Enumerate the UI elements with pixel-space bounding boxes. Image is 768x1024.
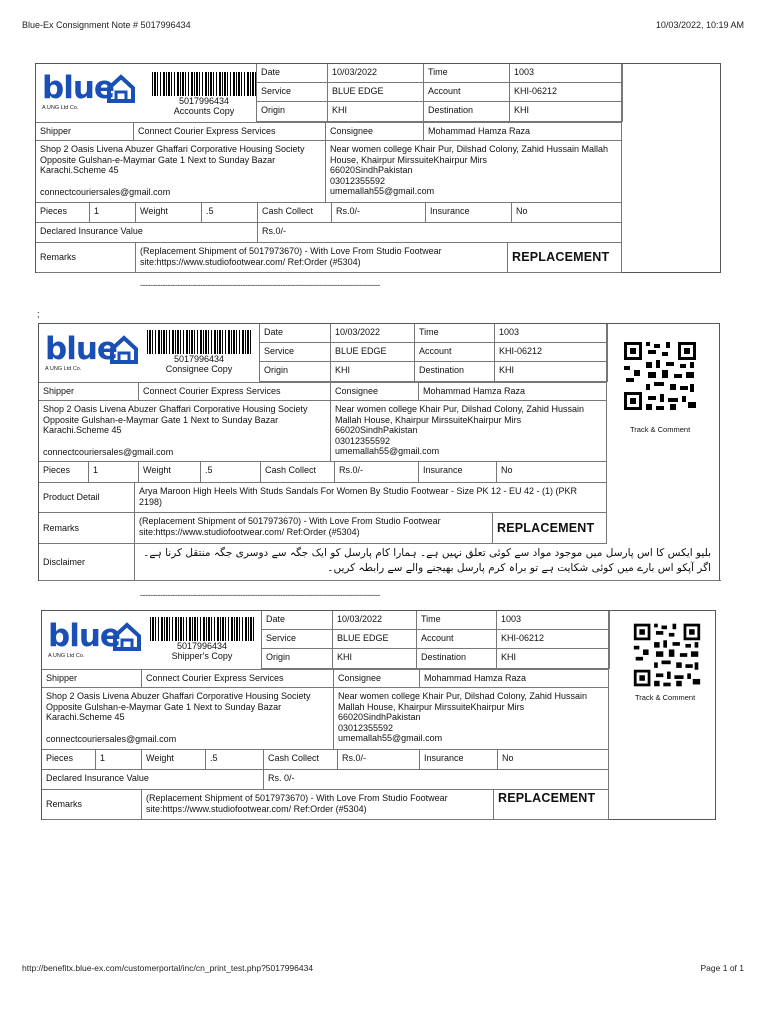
insurance-value: No xyxy=(497,462,607,483)
weight-value: .5 xyxy=(206,750,264,770)
shipper-email: connectcouriersales@gmail.com xyxy=(40,186,171,197)
origin-label: Origin xyxy=(256,102,328,122)
destination-value: KHI xyxy=(510,102,622,122)
declared-insurance-label: Declared Insurance Value xyxy=(36,223,258,243)
date-label: Date xyxy=(256,64,328,83)
consignee-email: umemallah55@gmail.com xyxy=(338,733,443,743)
replacement-badge: REPLACEMENT xyxy=(493,513,607,544)
shipper-email: connectcouriersales@gmail.com xyxy=(43,446,174,457)
date-value: 10/03/2022 xyxy=(331,324,415,343)
time-value: 1003 xyxy=(497,611,609,630)
replacement-badge: REPLACEMENT xyxy=(508,243,622,273)
stray-mark: ; xyxy=(37,309,40,319)
shipper-email: connectcouriersales@gmail.com xyxy=(46,733,177,744)
cash-collect-label: Cash Collect xyxy=(261,462,335,483)
service-value: BLUE EDGE xyxy=(333,630,417,649)
shipper-name: Connect Courier Express Services xyxy=(142,669,334,688)
insurance-value: No xyxy=(512,203,622,223)
cut-line: ------------------------------------------------------------------------------------------------ xyxy=(140,590,380,600)
bluex-logo-icon xyxy=(106,74,136,104)
consignee-label: Consignee xyxy=(334,669,420,688)
consignee-address: Near women college Khair Pur, Dilshad Colony, Zahid Hussain Mallah House, Khairpur MirssuiteKhairpur Mirs xyxy=(338,691,587,712)
barcode-block xyxy=(142,617,262,661)
consignee-email: umemallah55@gmail.com xyxy=(335,446,440,456)
remarks-value: (Replacement Shipment of 5017973670) - With Love From Studio Footwear site:https://www.studiofootwear.com/ Ref:Order (#5304) xyxy=(142,790,494,820)
time-label: Time xyxy=(424,64,510,83)
origin-value: KHI xyxy=(333,649,417,669)
remarks-label: Remarks xyxy=(36,243,136,273)
time-value: 1003 xyxy=(495,324,607,343)
qr-code-icon[interactable] xyxy=(622,340,698,412)
date-value: 10/03/2022 xyxy=(333,611,417,630)
consignee-label: Consignee xyxy=(331,382,419,401)
remarks-value: (Replacement Shipment of 5017973670) - With Love From Studio Footwear site:https://www.studiofootwear.com/ Ref:Order (#5304) xyxy=(135,513,493,544)
barcode xyxy=(152,72,256,96)
consignee-postal: 66020SindhPakistan xyxy=(330,165,413,175)
consignee-address-block xyxy=(334,688,609,750)
time-value: 1003 xyxy=(510,64,622,83)
cut-line: ------------------------------------------------------------------------------------------------ xyxy=(140,280,380,290)
account-label: Account xyxy=(424,83,510,102)
consignee-label: Consignee xyxy=(326,122,424,141)
consignment-note-accounts-copy: blue A UNG Ltd Co. 5017996434 Accounts Copy Date 10/03/2022 Time 1003 Service BLUE EDGE Account KHI-06212 Origin KHI Destination KHI Shipper Connect Courier Express Services Consignee Mohammad Hamza Raza Shop 2 Oasis Livena Abuzer Ghaffari Corporative Housing Society Opposite Gulshan-e-Maymar Gate 1 Next to Sunday Bazar Karachi.Scheme 45 connectcouriersales@gmail.com Near women college Khair Pur, Dilshad Colony, Zahid Hussain Mallah House, Khairpur MirssuiteKhairpur Mirs 66020SindhPakistan 03012355592 umemallah55@gmail.com Pieces 1 Weight .5 Cash Collect Rs.0/- Insurance No Declared Insurance Value Rs.0/- Remarks (Replacement Shipment of 5017973670) - With Love From Studio Footwear site:https://www.studiofootwear.com/ Ref:Order (#5304) REPLACEMENT xyxy=(35,63,721,273)
pieces-label: Pieces xyxy=(36,203,90,223)
insurance-value: No xyxy=(498,750,609,770)
consignee-phone: 03012355592 xyxy=(338,722,394,733)
destination-value: KHI xyxy=(495,362,607,382)
destination-value: KHI xyxy=(497,649,609,669)
insurance-label: Insurance xyxy=(420,750,498,770)
product-detail-label: Product Detail xyxy=(39,483,135,513)
destination-label: Destination xyxy=(417,649,497,669)
pieces-value: 1 xyxy=(96,750,142,770)
bluex-logo-icon xyxy=(109,335,139,365)
barcode xyxy=(150,617,254,641)
cash-collect-value: Rs.0/- xyxy=(332,203,426,223)
weight-value: .5 xyxy=(201,462,261,483)
print-footer-url: http://benefitx.blue-ex.com/customerportal/inc/cn_print_test.php?5017996434 xyxy=(22,963,314,973)
shipper-label: Shipper xyxy=(36,122,134,141)
insurance-label: Insurance xyxy=(426,203,512,223)
consignee-address-block xyxy=(331,401,607,462)
service-label: Service xyxy=(261,630,333,649)
consignment-number: 5017996434 xyxy=(173,354,225,364)
service-value: BLUE EDGE xyxy=(331,343,415,362)
origin-label: Origin xyxy=(259,362,331,382)
time-label: Time xyxy=(417,611,497,630)
declared-insurance-value: Rs. 0/- xyxy=(264,770,609,790)
declared-insurance-value: Rs.0/- xyxy=(258,223,622,243)
print-header-timestamp: 10/03/2022, 10:19 AM xyxy=(655,20,744,30)
account-label: Account xyxy=(415,343,495,362)
consignee-address: Near women college Khair Pur, Dilshad Colony, Zahid Hussain Mallah House, Khairpur MirssuiteKhairpur Mirs xyxy=(330,144,608,165)
shipper-address-block xyxy=(42,688,334,750)
pieces-label: Pieces xyxy=(39,462,89,483)
account-label: Account xyxy=(417,630,497,649)
service-label: Service xyxy=(259,343,331,362)
shipper-address: Shop 2 Oasis Livena Abuzer Ghaffari Corporative Housing Society Opposite Gulshan-e-Maymar Gate 1 Next to Sunday Bazar Karachi.Scheme 45 xyxy=(40,144,305,175)
origin-label: Origin xyxy=(261,649,333,669)
print-header-title: Blue-Ex Consignment Note # 5017996434 xyxy=(22,20,191,30)
bluex-logo-icon xyxy=(112,622,142,652)
consignee-address: Near women college Khair Pur, Dilshad Colony, Zahid Hussain Mallah House, Khairpur MirssuiteKhairpur Mirs xyxy=(335,404,584,425)
origin-value: KHI xyxy=(331,362,415,382)
account-value: KHI-06212 xyxy=(495,343,607,362)
date-label: Date xyxy=(259,324,331,343)
barcode xyxy=(147,330,251,354)
track-and-comment-label: Track & Comment xyxy=(635,693,696,702)
disclaimer-label: Disclaimer xyxy=(39,544,135,581)
shipper-address-block xyxy=(36,141,326,203)
weight-label: Weight xyxy=(139,462,201,483)
shipper-name: Connect Courier Express Services xyxy=(139,382,331,401)
consignee-name: Mohammad Hamza Raza xyxy=(419,382,607,401)
qr-code-icon[interactable] xyxy=(632,621,702,689)
remarks-label: Remarks xyxy=(39,513,135,544)
destination-label: Destination xyxy=(415,362,495,382)
shipper-address-block xyxy=(39,401,331,462)
consignment-number: 5017996434 xyxy=(176,641,228,651)
shipper-label: Shipper xyxy=(42,669,142,688)
pieces-value: 1 xyxy=(89,462,139,483)
service-label: Service xyxy=(256,83,328,102)
consignment-number: 5017996434 xyxy=(178,96,230,106)
date-value: 10/03/2022 xyxy=(328,64,424,83)
cash-collect-label: Cash Collect xyxy=(264,750,338,770)
service-value: BLUE EDGE xyxy=(328,83,424,102)
consignee-postal: 66020SindhPakistan xyxy=(335,425,418,435)
cash-collect-label: Cash Collect xyxy=(258,203,332,223)
consignee-postal: 66020SindhPakistan xyxy=(338,712,421,722)
cash-collect-value: Rs.0/- xyxy=(338,750,420,770)
shipper-name: Connect Courier Express Services xyxy=(134,122,326,141)
copy-label: Consignee Copy xyxy=(165,364,233,374)
consignee-email: umemallah55@gmail.com xyxy=(330,186,435,196)
product-detail-value: Arya Maroon High Heels With Studs Sandals For Women By Studio Footwear - Size PK 12 - EU 42 - (1) (PKR 2198) xyxy=(135,483,607,513)
pieces-value: 1 xyxy=(90,203,136,223)
copy-label: Accounts Copy xyxy=(173,106,235,116)
shipper-address: Shop 2 Oasis Livena Abuzer Ghaffari Corporative Housing Society Opposite Gulshan-e-Maymar Gate 1 Next to Sunday Bazar Karachi.Scheme 45 xyxy=(46,691,311,722)
account-value: KHI-06212 xyxy=(510,83,622,102)
consignee-name: Mohammad Hamza Raza xyxy=(420,669,609,688)
weight-value: .5 xyxy=(202,203,258,223)
weight-label: Weight xyxy=(136,203,202,223)
pieces-label: Pieces xyxy=(42,750,96,770)
barcode-block xyxy=(139,330,259,374)
consignee-phone: 03012355592 xyxy=(330,175,386,186)
track-and-comment-label: Track & Comment xyxy=(630,425,691,434)
account-value: KHI-06212 xyxy=(497,630,609,649)
copy-label: Shipper's Copy xyxy=(171,651,233,661)
print-footer-page: Page 1 of 1 xyxy=(700,963,744,973)
shipper-address: Shop 2 Oasis Livena Abuzer Ghaffari Corporative Housing Society Opposite Gulshan-e-Maymar Gate 1 Next to Sunday Bazar Karachi.Scheme 45 xyxy=(43,404,308,435)
cash-collect-value: Rs.0/- xyxy=(335,462,419,483)
consignment-note-consignee-copy: blue A UNG Ltd Co. 5017996434 Consignee Copy Date 10/03/2022 Time 1003 Service BLUE EDGE Account KHI-06212 Origin KHI Destination KHI Track & Comment Shipper Connect Courier Express Services Consignee Mohammad Hamza Raza Shop 2 Oasis Livena Abuzer Ghaffari Corporative Housing Society Opposite Gulshan-e-Maymar Gate 1 Next to Sunday Bazar Karachi.Scheme 45 connectcouriersales@gmail.com Near women college Khair Pur, Dilshad Colony, Zahid Hussain Mallah House, Khairpur MirssuiteKhairpur Mirs 66020SindhPakistan 03012355592 umemallah55@gmail.com Pieces 1 Weight .5 Cash Collect Rs.0/- Insurance No Product Detail Arya Maroon High Heels With Studs Sandals For Women By Studio Footwear - Size PK 12 - EU 42 - (1) (PKR 2198) Remarks (Replacement Shipment of 5017973670) - With Love From Studio Footwear site:https://www.studiofootwear.com/ Ref:Order (#5304) REPLACEMENT Disclaimer بلیو ایکس کا اس پارسل میں موجود مواد سے کوئی تعلق نہیں ہے۔ ہمارا کام پارسل کو ایک جگہ سے دوسری جگہ منتقل کرنا ہے۔ اگر آپکو اس بارے میں کوئی شکایت ہے تو براہ کرم پارسل بھیجنے والے سے رابطہ کریں۔ xyxy=(38,323,720,581)
remarks-label: Remarks xyxy=(42,790,142,820)
declared-insurance-label: Declared Insurance Value xyxy=(42,770,264,790)
disclaimer-text: بلیو ایکس کا اس پارسل میں موجود مواد سے کوئی تعلق نہیں ہے۔ ہمارا کام پارسل کو ایک جگہ سے دوسری جگہ منتقل کرنا ہے۔ اگر آپکو اس بارے میں کوئی شکایت ہے تو براہ کرم پارسل بھیجنے والے سے رابطہ کریں۔ xyxy=(135,544,721,581)
destination-label: Destination xyxy=(424,102,510,122)
shipper-label: Shipper xyxy=(39,382,139,401)
origin-value: KHI xyxy=(328,102,424,122)
barcode-block xyxy=(144,72,264,116)
insurance-label: Insurance xyxy=(419,462,497,483)
consignment-note-shippers-copy: blue A UNG Ltd Co. 5017996434 Shipper's Copy Date 10/03/2022 Time 1003 Service BLUE EDGE Account KHI-06212 Origin KHI Destination KHI Track & Comment Shipper Connect Courier Express Services Consignee Mohammad Hamza Raza Shop 2 Oasis Livena Abuzer Ghaffari Corporative Housing Society Opposite Gulshan-e-Maymar Gate 1 Next to Sunday Bazar Karachi.Scheme 45 connectcouriersales@gmail.com Near women college Khair Pur, Dilshad Colony, Zahid Hussain Mallah House, Khairpur MirssuiteKhairpur Mirs 66020SindhPakistan 03012355592 umemallah55@gmail.com Pieces 1 Weight .5 Cash Collect Rs.0/- Insurance No Declared Insurance Value Rs. 0/- Remarks (Replacement Shipment of 5017973670) - With Love From Studio Footwear site:https://www.studiofootwear.com/ Ref:Order (#5304) REPLACEMENT xyxy=(41,610,716,820)
date-label: Date xyxy=(261,611,333,630)
consignee-phone: 03012355592 xyxy=(335,435,391,446)
replacement-badge: REPLACEMENT xyxy=(494,790,609,820)
consignee-address-block xyxy=(326,141,622,203)
consignee-name: Mohammad Hamza Raza xyxy=(424,122,622,141)
time-label: Time xyxy=(415,324,495,343)
remarks-value: (Replacement Shipment of 5017973670) - With Love From Studio Footwear site:https://www.studiofootwear.com/ Ref:Order (#5304) xyxy=(136,243,508,273)
weight-label: Weight xyxy=(142,750,206,770)
